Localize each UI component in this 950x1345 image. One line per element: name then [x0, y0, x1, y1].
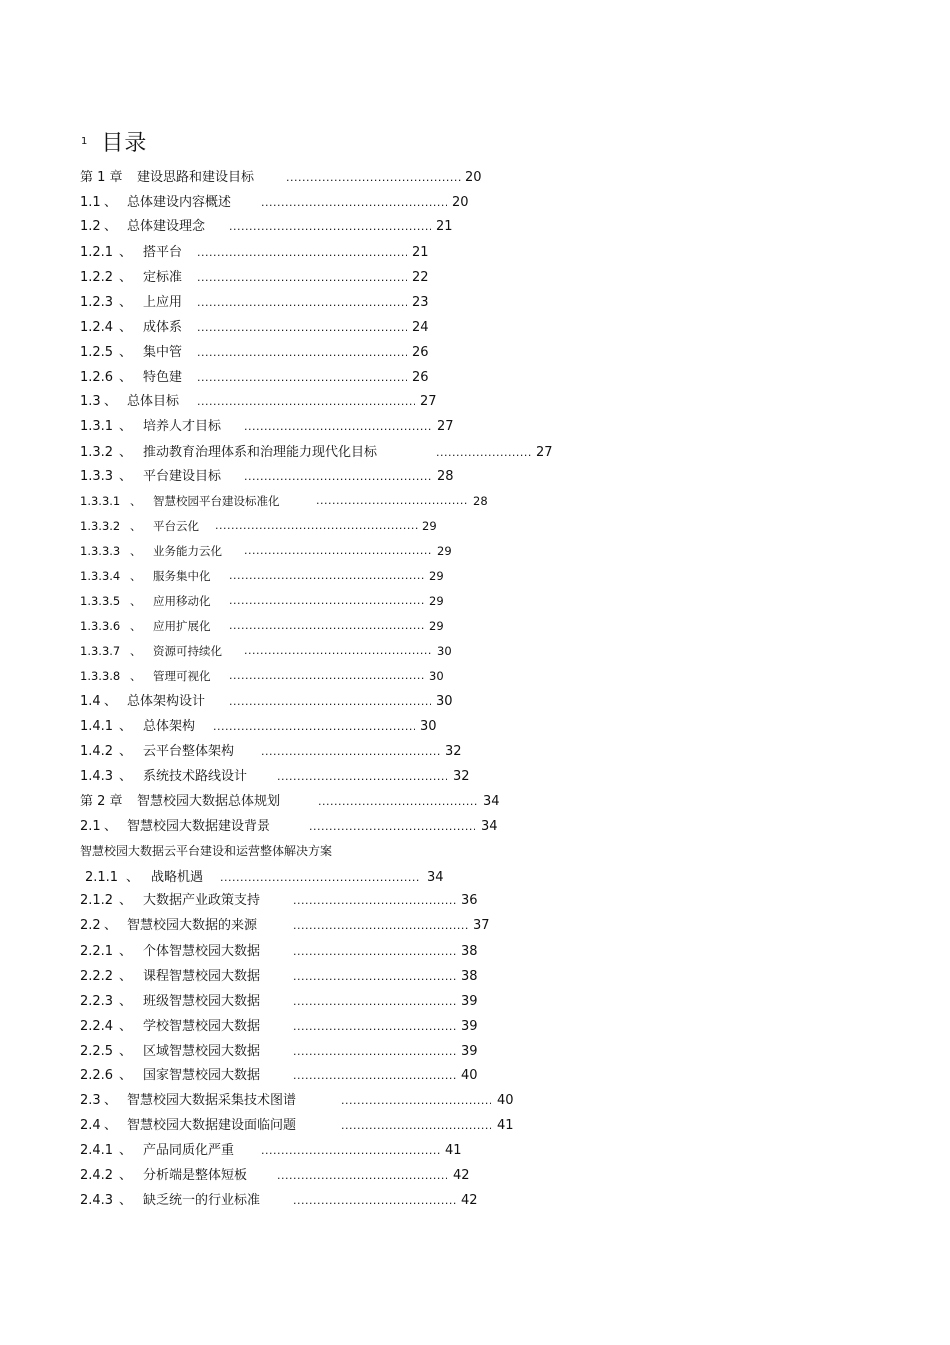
toc-entry-title: 产品同质化严重: [143, 1143, 235, 1158]
toc-entry-page-number: 29: [422, 519, 437, 533]
toc-entry-number: 1.3: [80, 394, 101, 409]
toc-entry-page-number: 22: [412, 270, 429, 285]
toc-dot-leader: [277, 1166, 447, 1186]
toc-entry-number: 1.3.3.8: [80, 669, 121, 683]
toc-entry-title: 总体架构设计: [127, 694, 206, 709]
toc-entry-separator: 、: [130, 594, 142, 608]
toc-entry-separator: 、: [119, 1068, 133, 1083]
toc-entry-number: 2.1.2: [80, 893, 114, 908]
toc-entry-title: 智慧校园大数据建设背景: [127, 819, 271, 834]
toc-entry-title: 资源可持续化: [153, 644, 222, 658]
toc-entry[interactable]: [0, 767, 950, 787]
toc-entry[interactable]: [0, 243, 950, 263]
toc-entry-page-number: 36: [461, 893, 478, 908]
toc-entry-title: 平台建设目标: [143, 469, 222, 484]
toc-entry-page-number: 27: [437, 419, 454, 434]
toc-dot-leader: [318, 792, 478, 812]
toc-entry-title: 总体架构: [143, 719, 196, 734]
heading-title: 目录: [101, 131, 148, 156]
toc-dot-leader: [293, 967, 456, 987]
toc-entry[interactable]: [0, 1141, 950, 1161]
toc-entry-page-number: 34: [427, 870, 444, 885]
toc-entry-separator: 、: [119, 345, 133, 360]
toc-entry-title: 战略机遇: [151, 870, 204, 885]
toc-entry-separator: 、: [104, 394, 118, 409]
toc-entry-page-number: 30: [436, 694, 453, 709]
toc-entry-title: 智慧校园大数据采集技术图谱: [127, 1093, 297, 1108]
toc-entry-page-number: 39: [461, 1044, 478, 1059]
toc-entry-page-number: 27: [420, 394, 437, 409]
toc-entry-number: 2.1: [80, 819, 101, 834]
toc-entry-title: 推动教育治理体系和治理能力现代化目标: [143, 445, 378, 460]
toc-entry-number: 2.2.6: [80, 1068, 114, 1083]
toc-entry-page-number: 29: [437, 544, 452, 558]
toc-entry-separator: 、: [130, 544, 142, 558]
toc-entry-separator: 、: [119, 994, 133, 1009]
toc-entry-separator: 、: [119, 769, 133, 784]
toc-entry-separator: 、: [119, 1193, 133, 1208]
toc-dot-leader: [197, 318, 407, 338]
toc-entry-separator: 、: [104, 195, 118, 210]
toc-dot-leader: [220, 868, 421, 888]
toc-entry[interactable]: [0, 217, 950, 237]
toc-entry-separator: 、: [104, 219, 118, 234]
toc-entry-page-number: 26: [412, 370, 429, 385]
toc-entry-title: 云平台整体架构: [143, 744, 235, 759]
toc-entry-page-number: 30: [437, 644, 452, 658]
toc-entry-separator: 、: [130, 494, 142, 508]
toc-dot-leader: [261, 193, 447, 213]
toc-entry[interactable]: [0, 792, 950, 812]
toc-entry-number: 1.2.3: [80, 295, 114, 310]
toc-entry[interactable]: [0, 641, 950, 661]
toc-dot-leader: [286, 168, 462, 188]
toc-entry-title: 分析端是整体短板: [143, 1168, 248, 1183]
toc-dot-leader: [229, 666, 424, 686]
running-header-text: 智慧校园大数据云平台建设和运营整体解决方案: [80, 844, 333, 858]
toc-entry-number: 2.2.4: [80, 1019, 114, 1034]
toc-entry-separator: 、: [119, 1168, 133, 1183]
toc-entry-title: 业务能力云化: [153, 544, 222, 558]
toc-entry-page-number: 39: [461, 994, 478, 1009]
toc-dot-leader: [197, 268, 407, 288]
toc-entry-separator: 、: [130, 519, 142, 533]
toc-dot-leader: [215, 516, 418, 536]
toc-entry-page-number: 29: [429, 619, 444, 633]
toc-entry-page-number: 29: [429, 569, 444, 583]
toc-entry-title: 总体目标: [127, 394, 180, 409]
toc-dot-leader: [229, 692, 431, 712]
toc-entry-number: 1.3.2: [80, 445, 114, 460]
toc-entry-title: 个体智慧校园大数据: [143, 944, 261, 959]
toc-entry-separator: 、: [119, 469, 133, 484]
toc-entry[interactable]: [0, 1191, 950, 1211]
toc-entry-page-number: 34: [481, 819, 498, 834]
toc-dot-leader: [197, 243, 407, 263]
toc-entry-number: 第 1 章: [80, 170, 123, 185]
toc-entry-title: 平台云化: [153, 519, 199, 533]
toc-dot-leader: [309, 817, 475, 837]
toc-entry-title: 服务集中化: [153, 569, 211, 583]
toc-dot-leader: [341, 1091, 491, 1111]
toc-entry-number: 1.2.4: [80, 320, 114, 335]
toc-entry-separator: 、: [130, 569, 142, 583]
toc-entry-page-number: 30: [429, 669, 444, 683]
toc-entry-page-number: 40: [461, 1068, 478, 1083]
toc-entry-page-number: 38: [461, 944, 478, 959]
toc-entry-separator: 、: [119, 969, 133, 984]
toc-entry-number: 1.3.3: [80, 469, 114, 484]
toc-entry-number: 1.4: [80, 694, 101, 709]
toc-dot-leader: [293, 1017, 456, 1037]
toc-entry-title: 班级智慧校园大数据: [143, 994, 261, 1009]
toc-entry-page-number: 29: [429, 594, 444, 608]
toc-entry-number: 1.3.3.6: [80, 619, 121, 633]
toc-entry[interactable]: [0, 992, 950, 1012]
toc-dot-leader: [244, 417, 432, 437]
toc-entry[interactable]: [0, 293, 950, 313]
toc-entry-separator: 、: [104, 1118, 118, 1133]
toc-entry-separator: 、: [119, 370, 133, 385]
toc-entry-number: 2.2.2: [80, 969, 114, 984]
toc-dot-leader: [261, 1141, 440, 1161]
toc-entry-number: 1.3.3.2: [80, 519, 121, 533]
toc-dot-leader: [197, 293, 407, 313]
toc-entry-separator: 、: [119, 719, 133, 734]
toc-entry[interactable]: [0, 942, 950, 962]
toc-entry-separator: 、: [130, 619, 142, 633]
toc-entry-title: 智慧校园大数据建设面临问题: [127, 1118, 297, 1133]
toc-entry-title: 缺乏统一的行业标准: [143, 1193, 261, 1208]
toc-entry-separator: 、: [104, 694, 118, 709]
toc-entry-number: 1.4.3: [80, 769, 114, 784]
toc-dot-leader: [293, 1191, 456, 1211]
toc-entry-separator: 、: [104, 819, 118, 834]
toc-entry[interactable]: [0, 1091, 950, 1111]
toc-entry-number: 2.2: [80, 918, 101, 933]
toc-entry[interactable]: [0, 443, 950, 463]
toc-entry-number: 1.3.1: [80, 419, 114, 434]
toc-entry-separator: 、: [119, 893, 133, 908]
toc-entry-separator: 、: [104, 918, 118, 933]
toc-dot-leader: [293, 992, 456, 1012]
toc-entry[interactable]: [0, 742, 950, 762]
toc-entry-number: 2.2.5: [80, 1044, 114, 1059]
toc-dot-leader: [229, 217, 431, 237]
toc-entry[interactable]: [0, 717, 950, 737]
toc-entry-title: 特色建: [143, 370, 183, 385]
toc-entry-page-number: 20: [452, 195, 469, 210]
toc-entry[interactable]: [0, 516, 950, 536]
toc-dot-leader: [293, 916, 468, 936]
toc-entry-page-number: 32: [445, 744, 462, 759]
toc-entry-number: 1.3.3.5: [80, 594, 121, 608]
toc-entry-number: 2.4.2: [80, 1168, 114, 1183]
toc-entry[interactable]: [0, 967, 950, 987]
toc-entry-page-number: 37: [473, 918, 490, 933]
toc-entry-number: 2.2.1: [80, 944, 114, 959]
toc-entry[interactable]: [0, 268, 950, 288]
toc-entry-separator: 、: [119, 944, 133, 959]
toc-entry-page-number: 28: [473, 494, 488, 508]
toc-entry-separator: 、: [126, 870, 140, 885]
toc-entry-title: 培养人才目标: [143, 419, 222, 434]
toc-entry-separator: 、: [130, 669, 142, 683]
toc-entry-separator: 、: [119, 1019, 133, 1034]
toc-dot-leader: [197, 343, 407, 363]
toc-entry-page-number: 40: [497, 1093, 514, 1108]
toc-entry-page-number: 32: [453, 769, 470, 784]
toc-entry[interactable]: [0, 168, 950, 188]
toc-entry-title: 建设思路和建设目标: [137, 170, 255, 185]
toc-dot-leader: [229, 591, 424, 611]
toc-dot-leader: [213, 717, 415, 737]
toc-entry[interactable]: [0, 566, 950, 586]
toc-entry-title: 学校智慧校园大数据: [143, 1019, 261, 1034]
toc-entry-page-number: 30: [420, 719, 437, 734]
toc-entry[interactable]: [0, 616, 950, 636]
toc-entry-separator: 、: [130, 644, 142, 658]
toc-entry-number: 1.4.2: [80, 744, 114, 759]
toc-entry-title: 区域智慧校园大数据: [143, 1044, 261, 1059]
toc-dot-leader: [293, 1066, 456, 1086]
toc-dot-leader: [244, 467, 432, 487]
toc-dot-leader: [293, 1042, 456, 1062]
toc-entry-title: 管理可视化: [153, 669, 211, 683]
toc-entry-number: 2.4.3: [80, 1193, 114, 1208]
toc-entry-separator: 、: [119, 744, 133, 759]
toc-entry[interactable]: [0, 541, 950, 561]
toc-dot-leader: [436, 443, 531, 463]
toc-entry[interactable]: [0, 343, 950, 363]
toc-entry-title: 集中管: [143, 345, 183, 360]
toc-entry-page-number: 24: [412, 320, 429, 335]
toc-entry[interactable]: [0, 417, 950, 437]
toc-entry-title: 定标准: [143, 270, 183, 285]
toc-entry-title: 搭平台: [143, 245, 183, 260]
toc-entry-title: 智慧校园平台建设标准化: [153, 494, 280, 508]
toc-entry[interactable]: [0, 817, 950, 837]
toc-entry-title: 成体系: [143, 320, 183, 335]
toc-entry-title: 应用移动化: [153, 594, 211, 608]
toc-dot-leader: [293, 891, 456, 911]
toc-entry-page-number: 41: [445, 1143, 462, 1158]
toc-entry-separator: 、: [119, 270, 133, 285]
toc-entry[interactable]: [0, 193, 950, 213]
toc-dot-leader: [341, 1116, 491, 1136]
toc-entry-title: 总体建设理念: [127, 219, 206, 234]
toc-entry-title: 总体建设内容概述: [127, 195, 232, 210]
toc-entry-number: 1.4.1: [80, 719, 114, 734]
toc-entry[interactable]: [0, 916, 950, 936]
toc-entry-separator: 、: [119, 1044, 133, 1059]
toc-entry-page-number: 41: [497, 1118, 514, 1133]
toc-entry-separator: 、: [119, 245, 133, 260]
toc-entry-number: 1.2: [80, 219, 101, 234]
toc-entry-number: 1.2.5: [80, 345, 114, 360]
toc-entry-number: 1.3.3.1: [80, 494, 121, 508]
toc-entry-separator: 、: [119, 445, 133, 460]
toc-entry[interactable]: [0, 1166, 950, 1186]
toc-entry-number: 1.2.6: [80, 370, 114, 385]
toc-entry-page-number: 21: [436, 219, 453, 234]
toc-entry-page-number: 26: [412, 345, 429, 360]
toc-entry-page-number: 27: [536, 445, 553, 460]
toc-entry-page-number: 39: [461, 1019, 478, 1034]
toc-entry[interactable]: [0, 1042, 950, 1062]
toc-entry[interactable]: [0, 891, 950, 911]
toc-entry-number: 2.4.1: [80, 1143, 114, 1158]
toc-dot-leader: [277, 767, 447, 787]
toc-entry[interactable]: [0, 368, 950, 388]
toc-entry-number: 2.4: [80, 1118, 101, 1133]
toc-entry[interactable]: [0, 491, 950, 511]
toc-entry[interactable]: [0, 1017, 950, 1037]
toc-entry-title: 系统技术路线设计: [143, 769, 248, 784]
toc-dot-leader: [293, 942, 456, 962]
toc-entry-number: 1.1: [80, 195, 101, 210]
toc-entry-page-number: 21: [412, 245, 429, 260]
toc-entry-title: 大数据产业政策支持: [143, 893, 261, 908]
toc-entry-separator: 、: [119, 1143, 133, 1158]
toc-entry-title: 上应用: [143, 295, 183, 310]
toc-entry-title: 智慧校园大数据的来源: [127, 918, 258, 933]
toc-entry-number: 1.2.2: [80, 270, 114, 285]
toc-entry-number: 2.3: [80, 1093, 101, 1108]
toc-entry-separator: 、: [104, 1093, 118, 1108]
toc-dot-leader: [244, 641, 432, 661]
toc-dot-leader: [229, 566, 424, 586]
toc-entry-page-number: 28: [437, 469, 454, 484]
toc-entry-page-number: 42: [453, 1168, 470, 1183]
toc-dot-leader: [261, 742, 440, 762]
toc-dot-leader: [316, 491, 469, 511]
toc-entry-page-number: 38: [461, 969, 478, 984]
toc-entry-title: 课程智慧校园大数据: [143, 969, 261, 984]
toc-entry-number: 2.1.1: [85, 870, 119, 885]
toc-dot-leader: [197, 368, 407, 388]
toc-entry-number: 1.3.3.7: [80, 644, 121, 658]
toc-entry-page-number: 20: [465, 170, 482, 185]
toc-entry[interactable]: [0, 591, 950, 611]
toc-entry[interactable]: [0, 692, 950, 712]
toc-entry-title: 国家智慧校园大数据: [143, 1068, 261, 1083]
toc-entry-separator: 、: [119, 320, 133, 335]
toc-entry-number: 1.2.1: [80, 245, 114, 260]
toc-entry-separator: 、: [119, 419, 133, 434]
heading-number: 1: [81, 136, 88, 147]
toc-entry[interactable]: [0, 467, 950, 487]
toc-entry-page-number: 23: [412, 295, 429, 310]
toc-dot-leader: [244, 541, 432, 561]
toc-entry-title: 应用扩展化: [153, 619, 211, 633]
toc-entry-number: 1.3.3.3: [80, 544, 121, 558]
toc-entry[interactable]: [0, 666, 950, 686]
toc-entry[interactable]: [0, 1066, 950, 1086]
toc-entry[interactable]: [0, 868, 950, 888]
toc-entry-page-number: 34: [483, 794, 500, 809]
toc-entry-page-number: 42: [461, 1193, 478, 1208]
toc-dot-leader: [229, 616, 424, 636]
toc-dot-leader: [197, 392, 415, 412]
toc-entry-title: 智慧校园大数据总体规划: [137, 794, 281, 809]
toc-heading: [81, 126, 147, 156]
toc-entry-number: 2.2.3: [80, 994, 114, 1009]
toc-entry[interactable]: [0, 392, 950, 412]
toc-entry-number: 1.3.3.4: [80, 569, 121, 583]
toc-entry[interactable]: [0, 318, 950, 338]
toc-entry-separator: 、: [119, 295, 133, 310]
toc-entry-number: 第 2 章: [80, 794, 123, 809]
toc-entry[interactable]: [0, 1116, 950, 1136]
